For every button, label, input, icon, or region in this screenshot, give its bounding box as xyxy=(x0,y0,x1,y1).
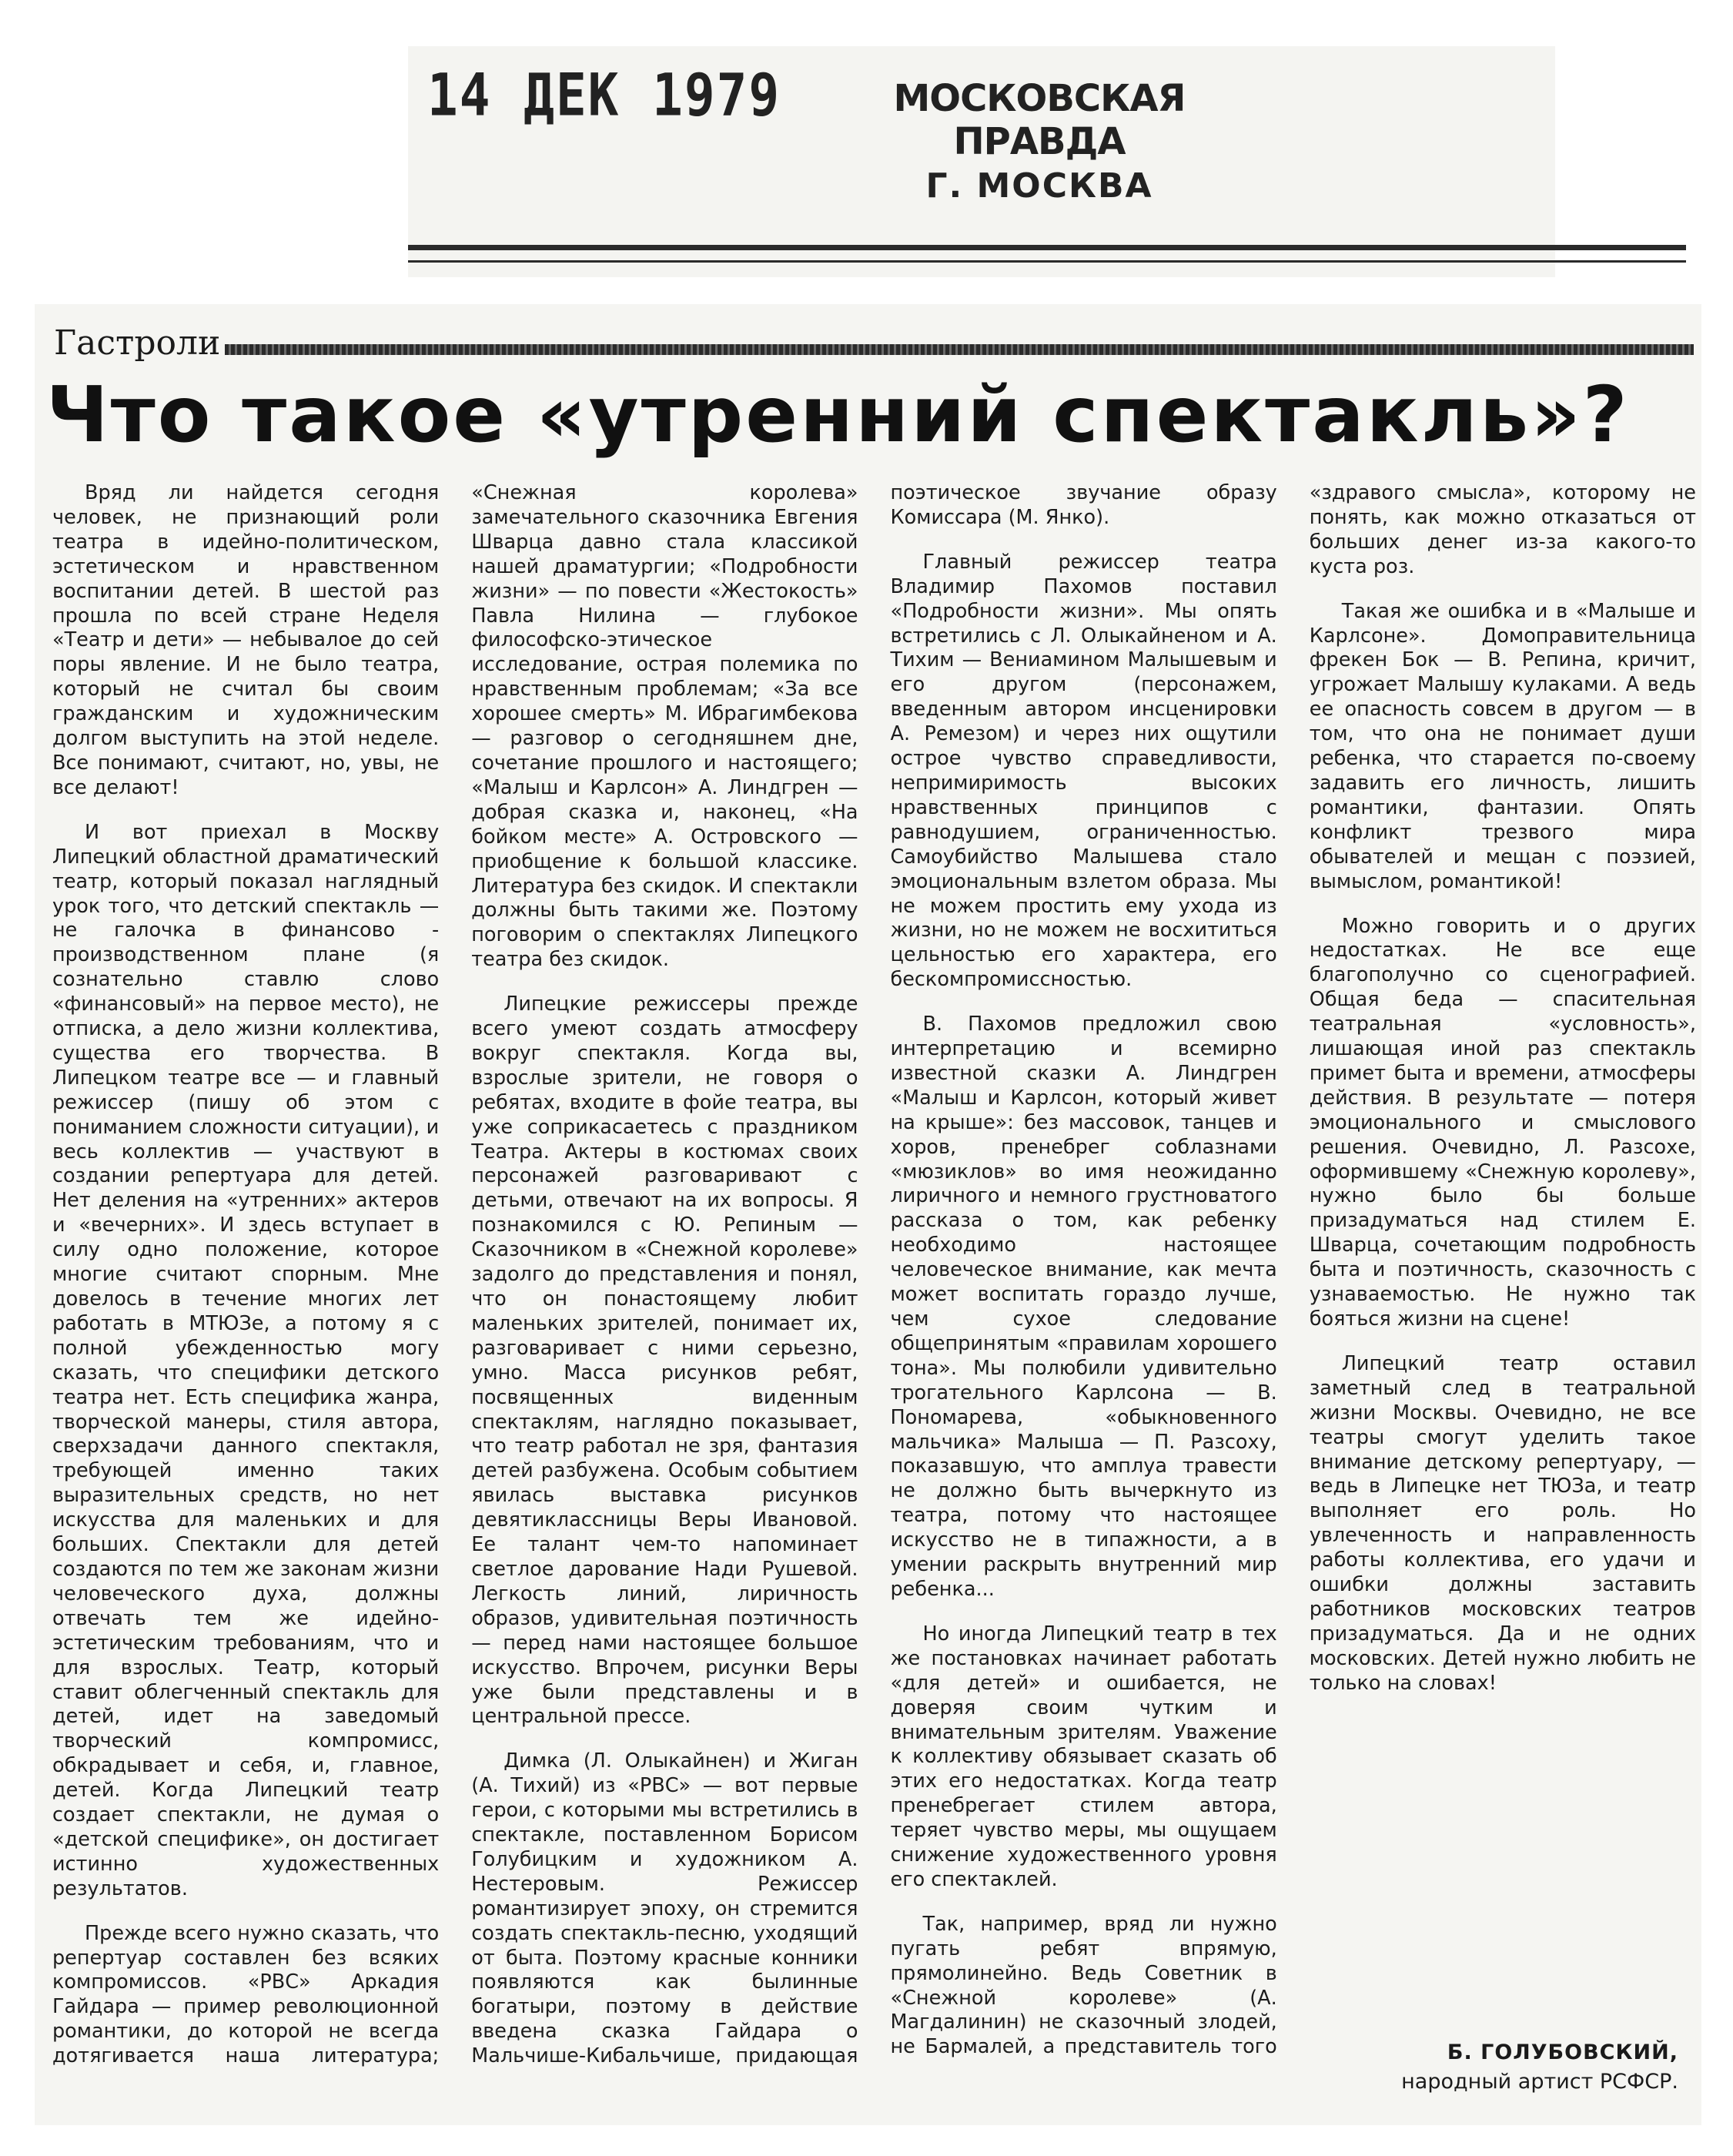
rubric-bar xyxy=(225,344,1694,355)
article-headline: Что такое «утренний спектакль»? xyxy=(46,370,1630,460)
author-name: Б. ГОЛУБОВСКИЙ, xyxy=(1447,2040,1678,2064)
author-title: народный артист РСФСР. xyxy=(1401,2070,1678,2094)
paragraph: Липецкий театр оставил заметный след в театральной жизни Москвы. Очевидно, не все театры смогут уделить такое внимание детскому репертуару, — ведь в Липецке нет ТЮЗа, и театр выполняет его роль. Но увлеченность и направленность работы коллектива, его удачи и ошибки должны заставить работников московских театров призадуматься. Да и не одних московских. Детей нужно любить не только на словах! xyxy=(1309,1351,1696,1695)
paragraph: Такая же ошибка и в «Малыше и Карлсоне». Домоправительница фрекен Бок — В. Репина, кричит, угрожает Малышу кулаками. А ведь ее опасность совсем в другом — в том, что она не понимает души ребенка, что старается по-своему задавить его личность, лишить романтики, фантазии. Опять конфликт трезвого мира обывателей и мещан с поэзией, вымыслом, романтикой! xyxy=(1309,599,1696,893)
paragraph: Можно говорить и о других недостатках. Не все еще благополучно со сценографией. Общая беда — спасительная театральная «условность», лишающая иной раз спектакль примет быта и времени, атмосферы действия. В результате — потеря эмоционального и смыслового решения. Очевидно, Л. Разсохе, оформившему «Снежную королеву», нужно было бы больше призадуматься над стилем Е. Шварца, сочетающим подробность быта и поэтичность, сказочность с узнаваемостью. Не нужно так бояться жизни на сцене! xyxy=(1309,914,1696,1331)
paragraph: Липецкие режиссеры прежде всего умеют создать атмосферу вокруг спектакля. Когда вы, взрослые зрители, не говоря о ребятах, входите в фойе театра, вы уже соприкасаетесь с праздником Театра. Актеры в костюмах своих персонажей разговаривают с детьми, отвечают на их вопросы. Я познакомился с Ю. Репиным — Сказочником в «Снежной королеве» задолго до представления и понял, что он понастоящему любит маленьких зрителей, понимает их, разговаривает с ними серьезно, умно. Масса рисунков ребят, посвященных виденным спектаклям, наглядно показывает, что театр работал не зря, фантазия детей разбужена. Особым событием явилась выставка рисунков девятиклассницы Веры Ивановой. Ее талант чем-то напоминает светлое дарование Нади Рушевой. Легкость линий, лиричность образов, удивительная поэтичность — перед нами настоящее большое искусство. Впрочем, рисунки Веры уже были представлены и в центральной прессе. xyxy=(471,993,858,1729)
paragraph: Главный режиссер театра Владимир Пахомов поставил «Подробности жизни». Мы опять встретились с Л. Олыкайненом и А. Тихим — Вениамином Малышевым и его другом (персонажем, введенным автором инсценировки А. Ремезом) и через них ощутили острое чувство справедливости, непримиримость высоких нравственных принципов с равнодушием, ограниченностью. Самоубийство Малышева стало эмоциональным взлетом образа. Мы не можем простить ему ухода из жизни, но не можем не восхититься цельностью его характера, его бескомпромиссностью. xyxy=(890,550,1277,992)
paragraph: Вряд ли найдется сегодня человек, не признающий роли театра в идейно-политическом, эстетическом и нравственном воспитании детей. В шестой раз прошла по всей стране Неделя «Театр и дети» — небывалое до сей поры явление. И не было театра, который не считал бы своим гражданским и художническим долгом выступить на этой неделе. Все понимают, считают, но, увы, не все делают! xyxy=(52,481,440,799)
header-rule-bottom xyxy=(408,260,1686,263)
paragraph: Но иногда Липецкий театр в тех же постановках начинает работать «для детей» и ошибается, не доверяя своим чутким и внимательным зрителям. Уважение к коллективу обязывает сказать об этих его недостатках. Когда театр пренебрегает стилем автора, теряет чувство меры, мы ощущаем снижение художественного уровня его спектаклей. xyxy=(890,1622,1277,1891)
rubric-label: Гастроли xyxy=(54,323,221,363)
paragraph: И вот приехал в Москву Липецкий областной драматический театр, который показал наглядный урок того, что детский спектакль — не галочка в финансово - производственном плане (я сознательно ставлю слово «финансовый» на первое место), не отписка, а дело жизни коллектива, существа его творчества. В Липецком театре все — и главный режиссер (пишу об этом с пониманием сложности ситуации), и весь коллектив — участвуют в создании репертуара для детей. Нет деления на «утренних» актеров и «вечерних». И здесь вступает в силу одно положение, которое многие считают спорным. Мне довелось в течение многих лет работать в МТЮЗе, а потому я с полной убежденностью могу сказать, что специфики детского театра нет. Есть специфика жанра, творческой манеры, стиля автора, сверхзадачи данного спектакля, требующей именно таких выразительных средств, но нет искусства для маленьких и для больших. Спектакли для детей создаются по тем же законам жизни человеческого духа, должны отвечать тем же идейно-эстетическим требованиям, что и для взрослых. Театр, который ставит облегченный спектакль для детей, идет на заведомый творческий компромисс, обкрадывает и себя, и, главное, детей. Когда Липецкий театр создает спектакли, не думая о «детской специфике», он достигает истинно художественных результатов. xyxy=(52,820,440,1900)
date-stamp: 14 ДЕК 1979 xyxy=(427,61,781,129)
newspaper-name: МОСКОВСКАЯ ПРАВДА xyxy=(893,77,1186,163)
header-rule-top xyxy=(408,245,1686,250)
signature-block xyxy=(1309,2038,1678,2097)
paragraph: Прежде всего нужно сказать, что репертуар составлен без всяких компромиссов. «РВС» Аркадия Гайдара — пример революционной романтики, до которой не всегда дотягивается наша литература; «Снежная королева» замечательного сказочника Евгения Шварца давно стала классикой нашей драматургии; «Подробности жизни» — по повести «Жестокость» Павла Нилина — глубокое философско-этическое исследование, острая полемика по нравственным проблемам; «За все хорошее смерть» М. Ибрагимбекова — разговор о сегодняшнем дне, сочетание прошлого и настоящего; «Малыш и Карлсон» А. Линдгрен — добрая сказка и, наконец, «На бойком месте» А. Островского — приобщение к большой классике. Литература без скидок. И спектакли должны быть такими же. Поэтому поговорим о спектаклях Липецкого театра без скидок. xyxy=(52,481,858,2068)
paragraph: В. Пахомов предложил свою интерпретацию и всемирно известной сказки А. Линдгрен «Малыш и Карлсон, который живет на крыше»: без массовок, танцев и хоров, пренебрег соблазнами «мюзиклов» во имя неожиданно лиричного и немного грустноватого рассказа о том, как ребенку необходимо настоящее человеческое внимание, как мечта может воспитать гораздо лучше, чем сухое следование общепринятым «правилам хорошего тона». Мы полюбили удивительно трогательного Карлсона — В. Пономарева, «обыкновенного мальчика» Малыша — П. Разсоху, показавшую, что амплуа травести не должно быть вычеркнуто из театра, потому что настоящее искусство не в типажности, а в умении раскрыть внутренний мир ребенка... xyxy=(890,1013,1277,1601)
newspaper-city: Г. МОСКВА xyxy=(925,166,1153,206)
newspaper-stamp xyxy=(855,77,1224,206)
article-body xyxy=(52,481,1696,2083)
paragraph: Димка (Л. Олыкайнен) и Жиган (А. Тихий) из «РВС» — вот первые герои, с которыми мы встретились в спектакле, поставленном Борисом Голубицким и художником А. Нестеровым. Режиссер романтизирует эпоху, он стремится создать спектакль-песню, уходящий от быта. Поэтому красные конники появляются как былинные богатыри, поэтому в действие введена сказка Гайдара о Мальчише-Кибальчише, придающая поэтическое звучание образу Комиссара (М. Янко). xyxy=(471,481,1277,2068)
paragraph: Так, например, вряд ли нужно пугать ребят впрямую, прямолинейно. Ведь Советник в «Снежной королеве» (А. Магдалинин) не сказочный злодей, не Бармалей, а представитель того «здравого смысла», которому не понять, как можно отказаться от больших денег из-за какого-то куста роз. xyxy=(890,481,1696,2059)
